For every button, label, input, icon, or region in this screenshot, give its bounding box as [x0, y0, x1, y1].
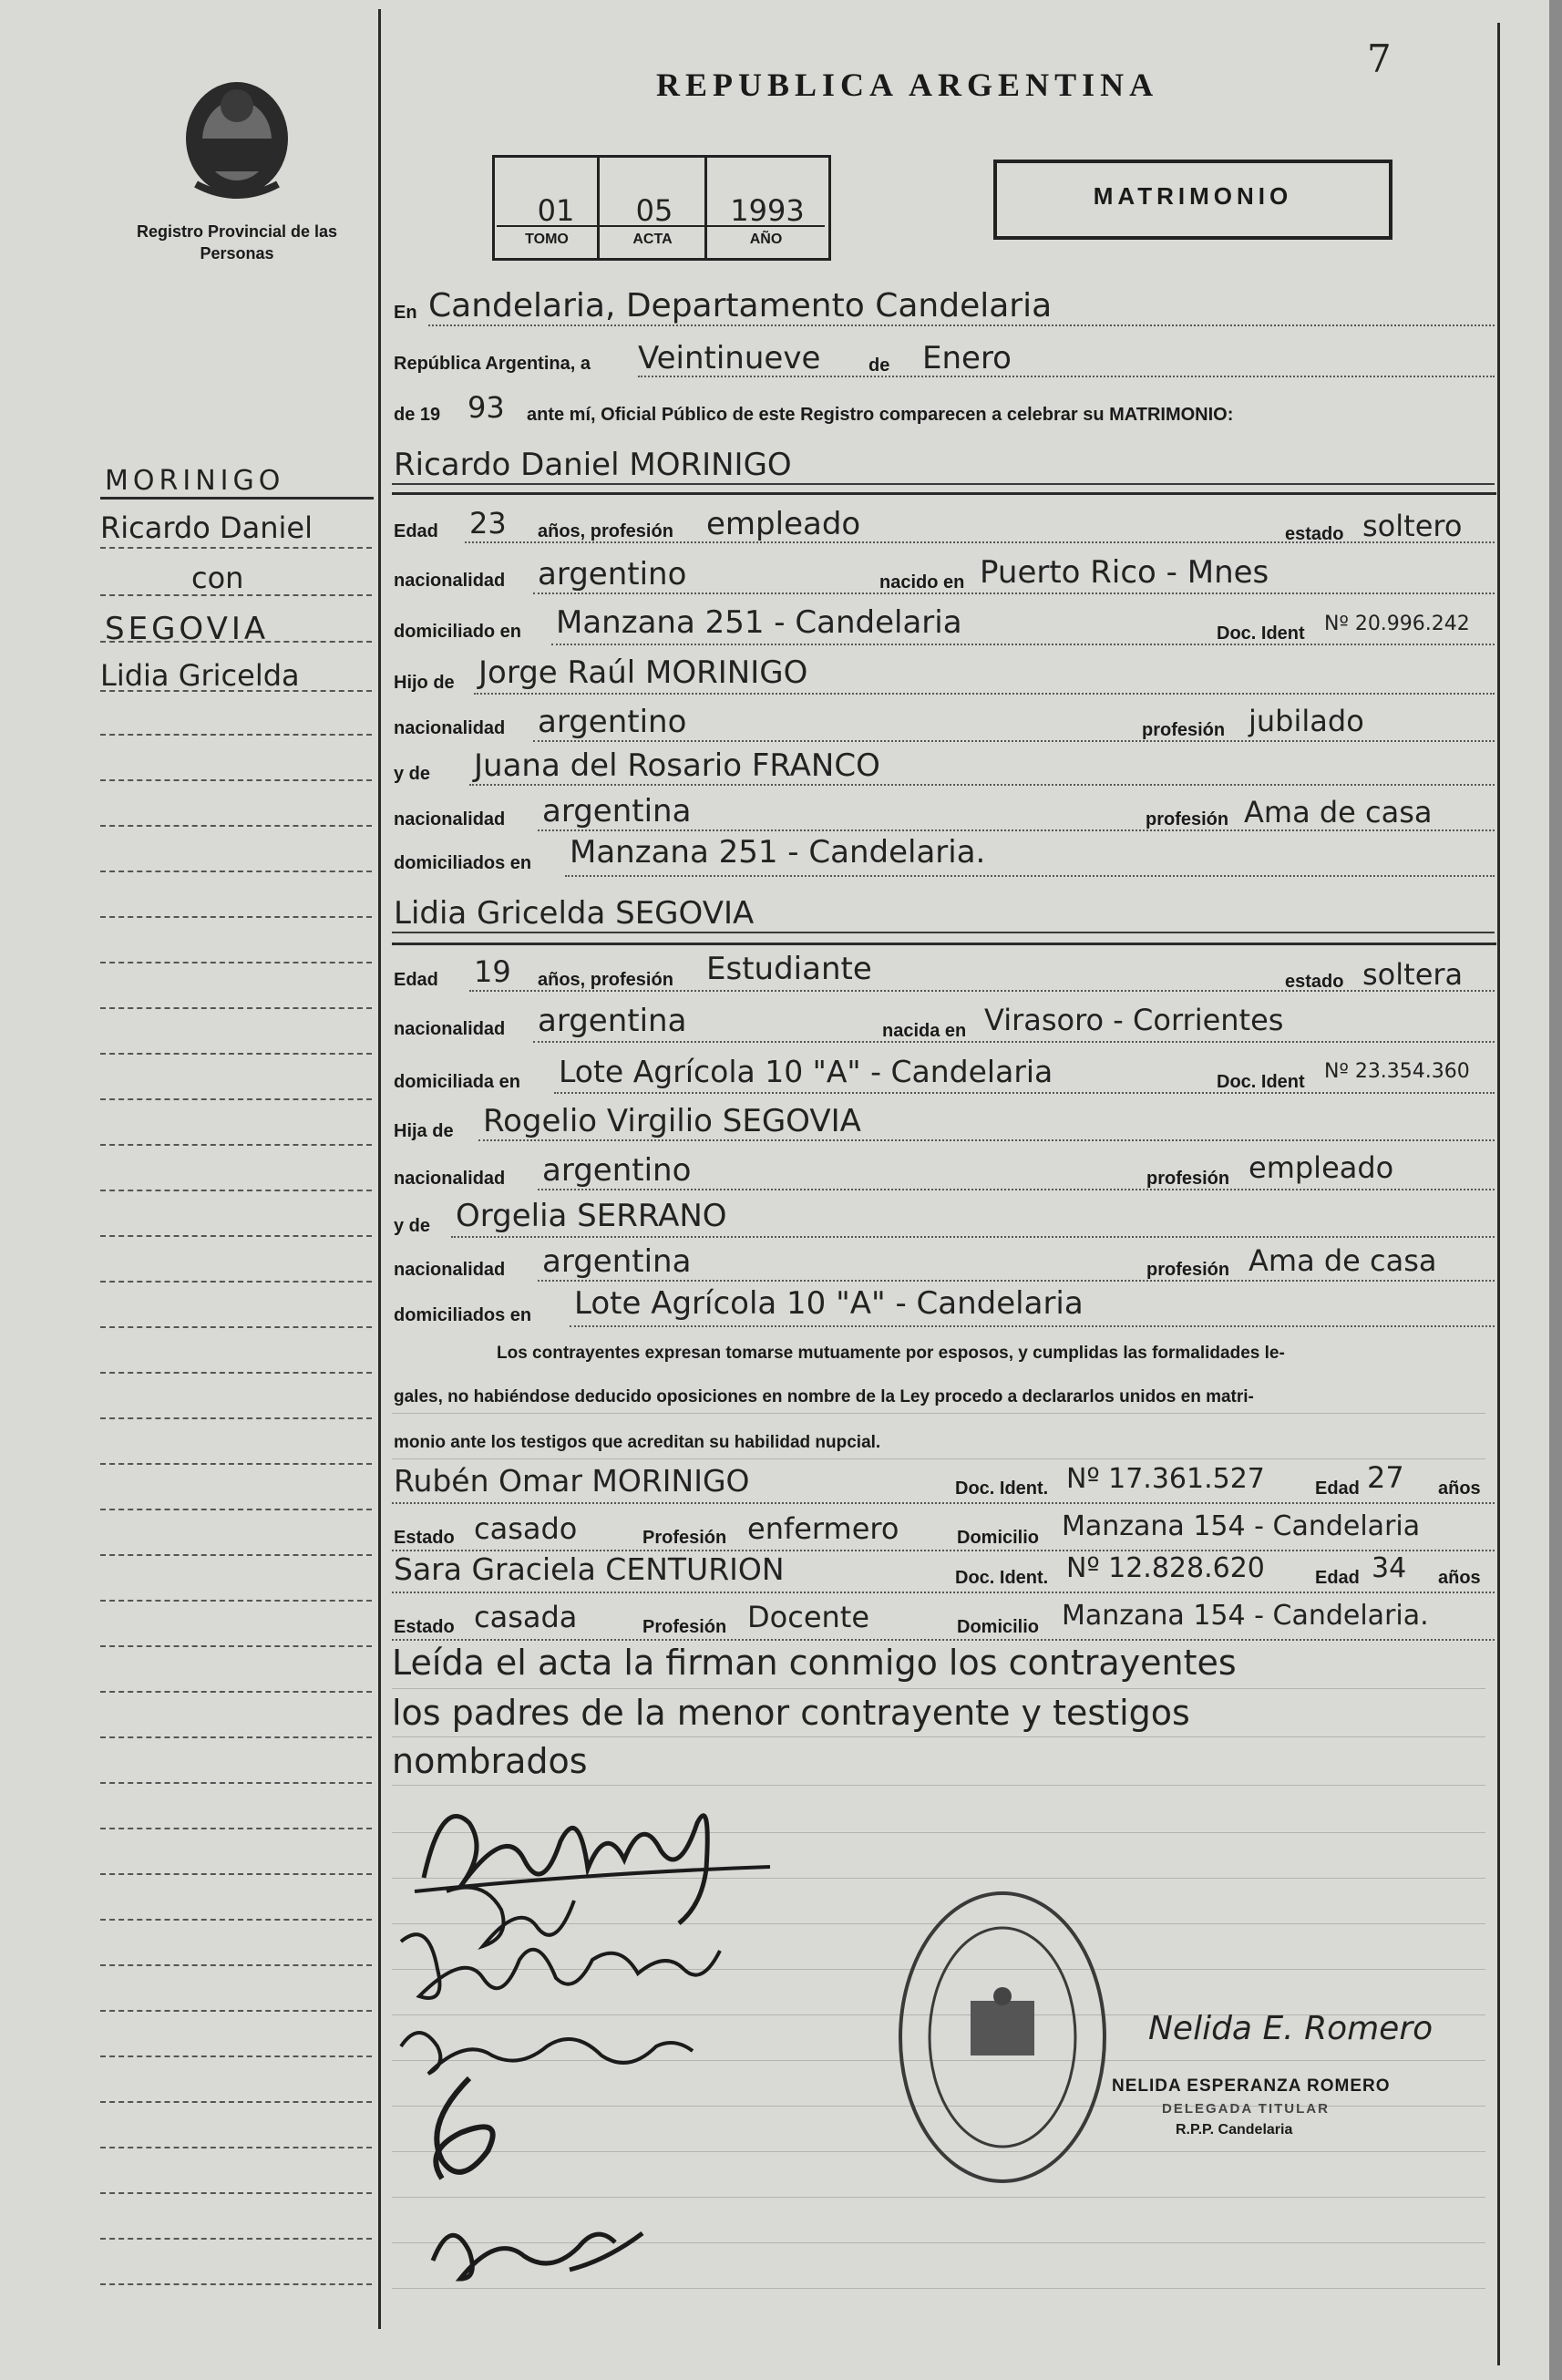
witness-1-domicile: Manzana 154 - Candelaria	[1062, 1510, 1421, 1542]
label-de: de	[868, 355, 890, 376]
bride-father-nationality: argentino	[542, 1152, 692, 1189]
certificate-page: Registro Provincial de las Personas REPUBLICA ARGENTINA 7 01 05 1993 TOMO ACTA AÑO MATRIMONIO MORINIGO Ricardo Daniel con SEGOVIA Lidia Gricelda En Candelaria, Departamento Candelaria República Argentina, a Veintinueve de Enero de 19 93 ante mí, Oficial Público de este Registro comparecen a celebrar su MATRIMONIO: Ricardo Daniel MORINIGO Edad 23 años, profesión empleado estado soltero nacionalidad argentino nacido en Puerto Rico - Mnes domiciliado en Manzana 251 - Candelaria Doc. Ident Nº 20.996.242 Hijo de Jorge Raúl MORINIGO nacionalidad argentino profesión jubilado y de Juana del Rosario FRANCO nacionalidad argentina profesión Ama de casa domiciliados en Manzana 251 - Candelaria. Lidia Gricelda SEGOVIA Edad 19 años, profesión Estudiante estado soltera nacionalidad argentina nacida en Virasoro - Corrientes domiciliada en Lote Agrícola 10 "A" - Candelaria Doc. Ident Nº 23.354.360 Hija de Rogelio Virgilio SEGOVIA nacionalidad argentino profesión empleado y de Orgelia SERRANO nacionalidad argentina profesión Ama de casa domiciliados en Lote Agrícola 10 "A" - Candelaria Los contrayentes expresan tomarse mutuamente por esposos, y cumplidas las formalidades le- gales, no habiéndose deducido oposiciones en nombre de la Ley procedo a declararlos unidos en matri- monio ante los testigos que acreditan su habilidad nupcial. Rubén Omar MORINIGO Doc. Ident. Nº 17.361.527 Edad 27 años Estado casado Profesión enfermero Domicilio Manzana 154 - Candelaria Sara Graciela CENTURION Doc. Ident. Nº 12.828.620 Edad 34 años Estado casada Profesión Docente Domicilio Manzana 154 - Candelaria. Leída el acta la firman conmigo los contrayentes los padres de la menor contrayente y testigos nombrados Nelida E. Romero NELIDA ESPERANZA ROMERO DELEGADA TITULAR R.P.P. Candelaria	[0, 0, 1549, 2380]
groom-nationality: argentino	[538, 556, 687, 592]
official-name: NELIDA ESPERANZA ROMERO	[1112, 2076, 1391, 2096]
witness-2-domicile: Manzana 154 - Candelaria.	[1062, 1600, 1429, 1632]
groom-father: Jorge Raúl MORINIGO	[478, 654, 808, 691]
groom-father-nationality: argentino	[538, 704, 687, 740]
signature-witness-2	[415, 2206, 652, 2288]
tomo-value: 01	[537, 193, 575, 228]
acta-value: 05	[635, 193, 673, 228]
groom-birthplace: Puerto Rico - Mnes	[980, 554, 1269, 591]
bride-parents-domicile: Lote Agrícola 10 "A" - Candelaria	[574, 1285, 1084, 1322]
groom-profession: empleado	[706, 506, 861, 542]
margin-connector: con	[191, 561, 244, 595]
groom-father-profession: jubilado	[1249, 704, 1364, 738]
witness-1-name: Rubén Omar MORINIGO	[394, 1463, 750, 1499]
bride-father: Rogelio Virgilio SEGOVIA	[483, 1103, 861, 1139]
bride-status: soltera	[1362, 957, 1464, 992]
bride-mother-nationality: argentina	[542, 1243, 692, 1280]
closing-line-2: los padres de la menor contrayente y testigos	[392, 1693, 1190, 1733]
bride-birthplace: Virasoro - Corrientes	[984, 1003, 1284, 1037]
label-de19: de 19	[394, 405, 441, 425]
coat-of-arms-emblem	[178, 73, 296, 201]
margin-surname-2: SEGOVIA	[105, 611, 270, 647]
closing-line-1: Leída el acta la firman conmigo los contrayentes	[392, 1643, 1237, 1683]
signature-father	[392, 1914, 738, 2014]
formal-text-3: monio ante los testigos que acreditan su habilidad nupcial.	[394, 1433, 881, 1452]
tomo-label: TOMO	[525, 232, 569, 247]
bride-doc: Nº 23.354.360	[1324, 1060, 1470, 1083]
ano-label: AÑO	[749, 232, 783, 247]
closing-line-3: nombrados	[392, 1741, 588, 1781]
groom-full-name: Ricardo Daniel MORINIGO	[394, 447, 792, 483]
groom-status: soltero	[1362, 509, 1463, 543]
witness-2-status: casada	[474, 1600, 578, 1634]
witness-1-age: 27	[1367, 1460, 1404, 1495]
day: Veintinueve	[638, 340, 821, 376]
formal-text-2: gales, no habiéndose deducido oposiciones en nombre de la Ley procedo a declararlos unidos en matri-	[394, 1387, 1254, 1406]
registry-name: Registro Provincial de las Personas	[136, 222, 338, 263]
witness-2-doc: Nº 12.828.620	[1066, 1552, 1265, 1584]
groom-mother-profession: Ama de casa	[1244, 795, 1433, 829]
witness-2-name: Sara Graciela CENTURION	[394, 1551, 785, 1587]
place: Candelaria, Departamento Candelaria	[428, 287, 1053, 325]
groom-mother-nationality: argentina	[542, 793, 692, 829]
page-number: 7	[1367, 36, 1392, 81]
witness-1-profession: enfermero	[747, 1511, 899, 1546]
groom-age: 23	[469, 506, 507, 541]
signature-witness-1	[406, 2069, 515, 2197]
bride-mother: Orgelia SERRANO	[456, 1198, 727, 1234]
document-type: MATRIMONIO	[1093, 182, 1293, 210]
right-rule	[1497, 23, 1500, 2365]
label-intro-rest: ante mí, Oficial Público de este Registro comparecen a celebrar su MATRIMONIO:	[527, 405, 1234, 425]
bride-age: 19	[474, 954, 511, 989]
year-suffix: 93	[468, 390, 505, 425]
witness-1-status: casado	[474, 1511, 578, 1546]
bride-mother-profession: Ama de casa	[1249, 1243, 1437, 1278]
official-signature: Nelida E. Romero	[1148, 2010, 1434, 2047]
official-seal-stamp	[893, 1887, 1112, 2188]
bride-father-profession: empleado	[1249, 1150, 1394, 1185]
bride-full-name: Lidia Gricelda SEGOVIA	[394, 895, 755, 932]
groom-doc: Nº 20.996.242	[1324, 613, 1470, 635]
acta-label: ACTA	[632, 232, 673, 247]
groom-parents-domicile: Manzana 251 - Candelaria.	[570, 834, 986, 871]
country-title: REPUBLICA ARGENTINA	[656, 67, 1159, 103]
witness-1-doc: Nº 17.361.527	[1066, 1463, 1265, 1495]
bride-profession: Estudiante	[706, 951, 872, 987]
margin-surname-1: MORINIGO	[105, 465, 285, 497]
margin-rule	[378, 9, 381, 2329]
bride-domicile: Lote Agrícola 10 "A" - Candelaria	[559, 1054, 1053, 1089]
groom-domicile: Manzana 251 - Candelaria	[556, 604, 962, 641]
witness-2-age: 34	[1372, 1552, 1407, 1584]
label-en: En	[394, 303, 417, 323]
formal-text-1: Los contrayentes expresan tomarse mutuamente por esposos, y cumplidas las formalidades le-	[497, 1344, 1285, 1363]
groom-mother: Juana del Rosario FRANCO	[474, 747, 880, 784]
official-title: DELEGADA TITULAR	[1162, 2101, 1330, 2117]
margin-names-2: Lidia Gricelda	[100, 658, 300, 693]
margin-names-1: Ricardo Daniel	[100, 510, 313, 545]
bride-nationality: argentina	[538, 1003, 687, 1039]
month: Enero	[922, 340, 1012, 376]
witness-2-profession: Docente	[747, 1600, 870, 1634]
official-office: R.P.P. Candelaria	[1176, 2122, 1293, 2138]
label-republica: República Argentina, a	[394, 354, 591, 374]
ano-value: 1993	[730, 193, 805, 228]
